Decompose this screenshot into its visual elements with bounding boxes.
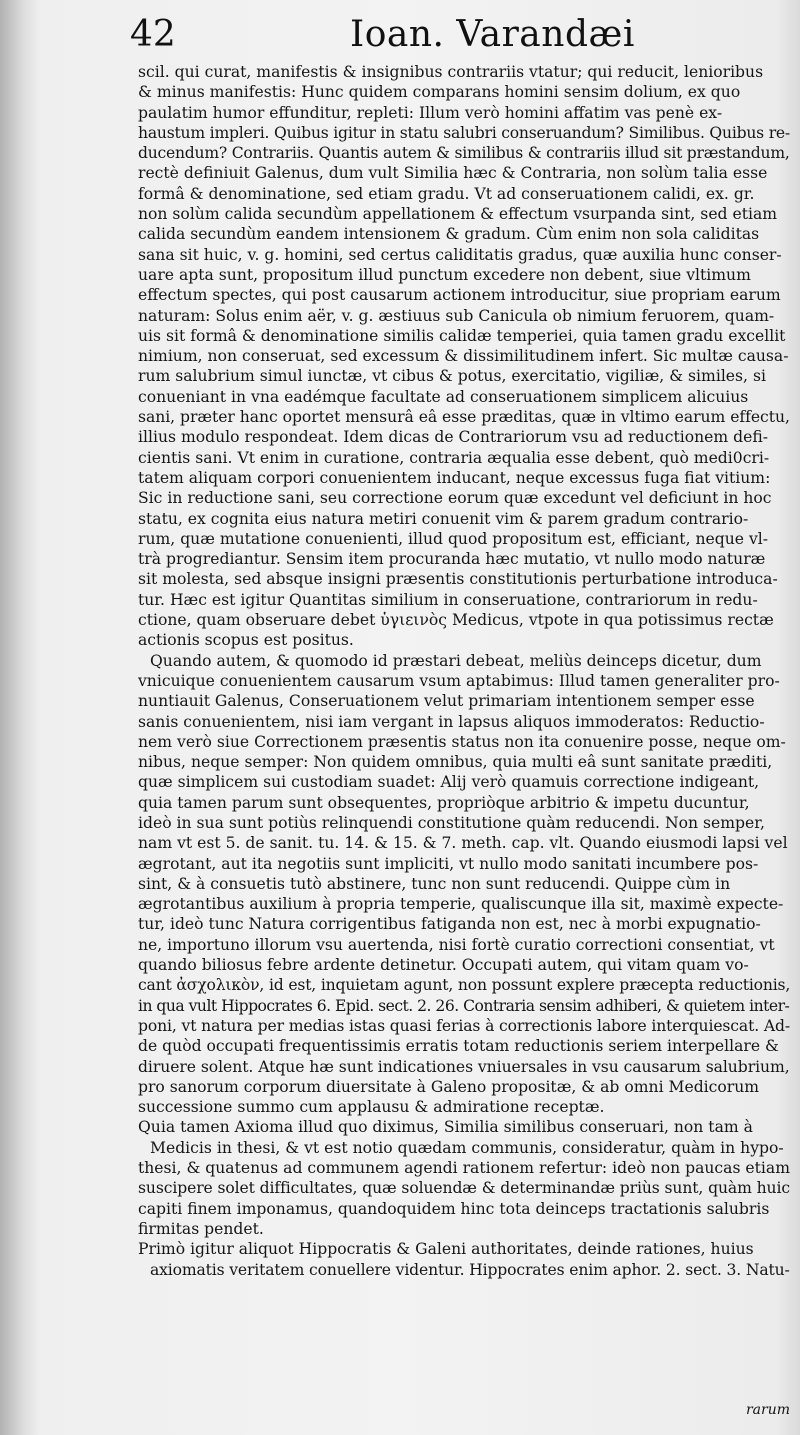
text-line: sint, & à consuetis tutò abstinere, tunc non sunt reducendi. Quippe cùm in [138,874,731,893]
text-line: sanis conuenientem, nisi iam vergant in lapsus aliquos immoderatos: Reductio- [138,712,765,731]
text-line: Medicis in thesi, & vt est notio quædam communis, consideratur, quàm in hypo- [150,1138,784,1157]
text-line: nimium, non conseruat, sed excessum & dissimilitudinem infert. Sic multæ causa- [138,347,789,366]
text-line: uare apta sunt, propositum illud punctum excedere non debent, siue vltimum [138,265,751,284]
text-line: in qua vult Hippocrates 6. Epid. sect. 2. 26. Contraria sensim adhiberi, & quietem inter- [138,996,790,1015]
text-line: rum, quæ mutatione conuenienti, illud quod propositum est, efficiant, neque vl- [138,529,769,548]
text-line: statu, ex cognita eius natura metiri conuenit vim & parem gradum contrario- [138,509,749,528]
text-line: ne, importuno illorum vsu auertenda, nisi fortè curatio correctioni consentiat, vt [138,935,775,954]
text-line: tur, ideò tunc Natura corrigentibus fatiganda non est, nec à morbi expugnatio- [138,915,761,934]
text-line: nem verò siue Correctionem præsentis status non ita conuenire posse, neque om- [138,732,786,751]
text-line: formâ & denominatione, sed etiam gradu. Vt ad conseruationem calidi, ex. gr. [138,184,755,203]
text-line: conueniant in vna eadémque facultate ad conseruationem simplicem alicuius [138,387,749,406]
running-title: Ioan. Varandæi [350,14,635,55]
text-line: sana sit huic, v. g. homini, sed certus caliditatis gradus, quæ auxilia hunc conser- [138,245,782,264]
text-line: Quando autem, & quomodo id præstari debeat, meliùs deinceps dicetur, dum [150,651,762,670]
text-line: ideò in sua sunt potiùs relinquendi constitutione quàm reducendi. Non semper, [138,813,765,832]
text-line: naturam: Solus enim aër, v. g. æstiuus sub Canicula ob nimium feruorem, quam- [138,306,775,325]
text-line: actionis scopus est positus. [138,631,354,650]
text-line: ægrotant, aut ita negotiis sunt impliciti, vt nullo modo sanitati incumbere pos- [138,854,759,873]
text-line: cant ἀσχολικὸν, id est, inquietam agunt, non possunt explere præcepta reductionis, [138,976,790,995]
text-line: sani, præter hanc oportet mensurâ eâ esse præditas, quæ in vltimo earum effectu, [138,408,790,427]
text-line: sit molesta, sed absque insigni præsentis constitutionis perturbatione introduca- [138,570,778,589]
text-line: ctione, quam obseruare debet ὑγιεινὸς Medicus, vtpote in qua potissimus rectæ [138,611,774,630]
text-line: quæ simplicem sui custodiam suadet: Alij verò quamuis correctione indigeant, [138,773,760,792]
page-number: 42 [130,14,176,55]
text-line: rum salubrium simul iunctæ, vt cibus & potus, exercitatio, vigiliæ, & similes, si [138,367,766,386]
text-line: rectè definiuit Galenus, dum vult Similia hæc & Contraria, non solùm talia esse [138,164,768,183]
text-line: pro sanorum corporum diuersitate à Galeno propositæ, & ab omni Medicorum [138,1077,760,1096]
text-line: suscipere solet difficultates, quæ soluendæ & determinandæ priùs sunt, quàm huic [138,1179,790,1198]
page-header [130,14,790,60]
text-line: nuntiauit Galenus, Conseruationem velut primariam intentionem semper esse [138,692,755,711]
text-line: poni, vt natura per medias istas quasi ferias à correctionis labore interquiescat. Ad- [138,1016,790,1035]
text-line: non solùm calida secundùm appellationem & effectum vsurpanda sint, sed etiam [138,205,778,224]
text-line: thesi, & quatenus ad communem agendi rationem refertur: ideò non paucas etiam [138,1159,790,1178]
text-line: tur. Hæc est igitur Quantitas similium in conseruatione, contrariorum in redu- [138,590,758,609]
text-line: capiti finem imponamus, quandoquidem hinc tota deinceps tractationis salubris [138,1199,770,1218]
page-gutter-shadow [0,0,40,1435]
text-line: trà progrediantur. Sensim item procuranda hæc mutatio, vt nullo modo naturæ [138,550,766,569]
text-line: vnicuique conuenientem causarum vsum aptabimus: Illud tamen generaliter pro- [138,671,780,690]
text-line: axiomatis veritatem conuellere videntur. Hippocrates enim aphor. 2. sect. 3. Natu- [150,1260,790,1279]
text-line: effectum spectes, qui post causarum actionem introducitur, siue propriam earum [138,286,781,305]
body-text [138,62,790,1280]
text-line: illius modulo respondeat. Idem dicas de Contrariorum vsu ad reductionem defi- [138,428,768,447]
text-line: paulatim humor effunditur, repleti: Illum verò homini affatim vas penè ex- [138,103,723,122]
text-line: successione summo cum applausu & admiratione receptæ. [138,1098,605,1117]
text-line: quando biliosus febre ardente detinetur. Occupati autem, qui vitam quam vo- [138,956,749,975]
text-line: Primò igitur aliquot Hippocratis & Galeni authoritates, deinde rationes, huius [138,1240,754,1259]
text-line: diruere solent. Atque hæ sunt indicationes vniuersales in vsu causarum salubrium, [138,1057,790,1076]
text-line: calida secundùm eandem intensionem & gradum. Cùm enim non sola caliditas [138,225,760,244]
text-line: & minus manifestis: Hunc quidem comparans homini sensim dolium, ex quo [138,83,741,102]
text-line: quia tamen parum sunt obsequentes, propriòque arbitrio & impetu ducuntur, [138,793,750,812]
text-line: Sic in reductione sani, seu correctione eorum quæ excedunt vel deficiunt in hoc [138,489,772,508]
text-line: haustum impleri. Quibus igitur in statu salubri conseruandum? Similibus. Quibus re- [138,123,790,142]
catchword: rarum [745,1402,790,1418]
text-line: cientis sani. Vt enim in curatione, contraria æqualia esse debent, quò medi0cri- [138,448,770,467]
text-line: Quia tamen Axioma illud quo diximus, Similia similibus conseruari, non tam à [138,1118,753,1137]
text-line: scil. qui curat, manifestis & insignibus contrariis vtatur; qui reducit, lenioribus [138,63,764,81]
text-line: de quòd occupati frequentissimis erratis totam reductionis seriem interpellare & [138,1037,779,1056]
text-line: firmitas pendet. [138,1219,264,1238]
text-line: ducendum? Contrariis. Quantis autem & similibus & contrariis illud sit præstandum, [138,144,790,163]
text-line: uis sit formâ & denominatione similis calidæ temperiei, quia tamen gradu excellit [138,326,786,345]
text-line: ægrotantibus auxilium à propria temperie, qualiscunque illa sit, maximè expecte- [138,895,784,914]
text-line: nam vt est 5. de sanit. tu. 14. & 15. & 7. meth. cap. vlt. Quando eiusmodi lapsi vel [138,834,788,853]
text-line: tatem aliquam corpori conuenientem inducant, neque excessus fuga fiat vitium: [138,468,771,487]
text-line: nibus, neque semper: Non quidem omnibus, quia multi eâ sunt sanitate præditi, [138,753,773,772]
